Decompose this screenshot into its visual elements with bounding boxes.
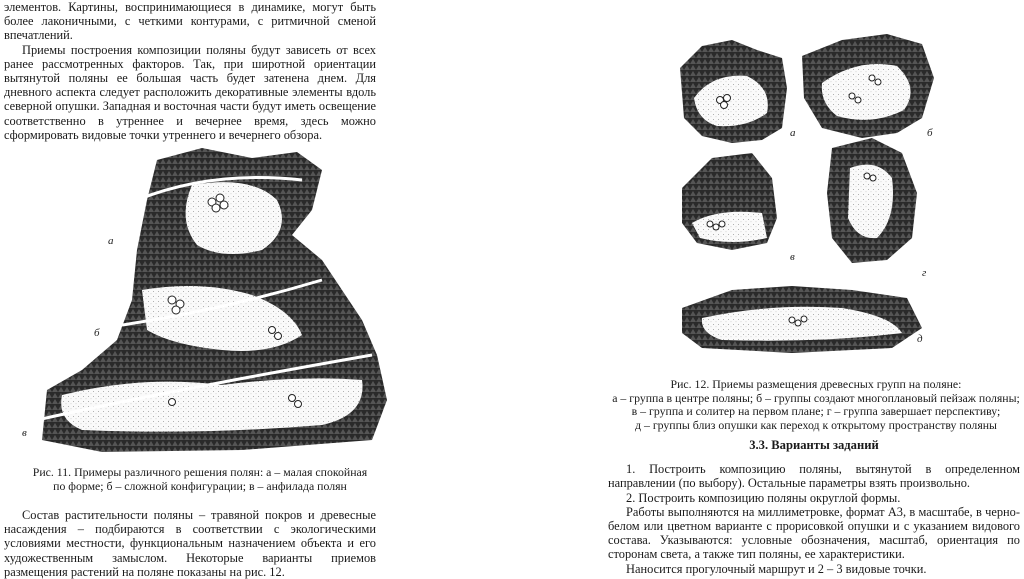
paragraph-continuation: элементов. Картины, воспринимающиеся в динамике, могут быть более лаконичными, с четкими контурами, с ритмичной сменой впечатлений. [4, 0, 376, 43]
paragraph-work: Работы выполняются на миллиметровке, формат А3, в масштабе, в черно-белом или цветном варианте с прорисовкой опушки и с указанием видового состава. Указываются: условные обозначения, масштаб, ориентация по сторонам света, а также тип поляны, ее характеристики. [608, 504, 1020, 562]
task-2: 2. Построить композицию поляны округлой формы. [626, 490, 901, 505]
paragraph-vegetation-wrap [4, 508, 376, 579]
right-column-text [608, 438, 1020, 576]
caption-line: а – группа в центре поляны; б – группы создают многоплановый пейзаж поляны; [612, 390, 1020, 405]
paragraph-vegetation: Состав растительности поляны – травяной покров и древесные насаждения – подбираются в соответствии с экологическими условиями местности, функциональным назначением объекта и его художественным замыслом. Некоторые варианты приемов размещения растений на поляне показаны на рис. 12. [4, 508, 376, 579]
clearing-a [186, 182, 282, 254]
task-1: 1. Построить композицию поляны, вытянутой в определенном направлении (по выбору). Остальные параметры взять произвольно. [608, 462, 1020, 491]
figure-11-illustration [22, 140, 392, 458]
section-title: 3.3. Варианты заданий [749, 438, 879, 452]
figure-label-d: д [917, 333, 923, 345]
paragraph-composition: Приемы построения композиции поляны будут зависеть от всех ранее рассмотренных факторов. Так, при широтной ориентации вытянутой поляны ее большая часть будет затенена днем. Для дневного аспекта следует расположить декоративные элементы вдоль северной опушки. Западная и восточная части будут иметь освещение соответственно в утреннее и вечернее время, здесь можно сформировать видовые точки утреннего и вечернего обзора. [4, 42, 376, 142]
figure-label-a: а [108, 235, 114, 247]
caption-line: в – группа и солитер на первом плане; г – группа завершает перспективу; [631, 404, 1001, 419]
figure-label-g: г [922, 267, 927, 279]
left-column [4, 0, 376, 142]
figure-12-caption [612, 378, 1020, 432]
figure-12-illustration [672, 28, 942, 368]
figure-label-v: в [790, 251, 795, 263]
figure-label-b: б [94, 327, 100, 339]
paragraph-route: Наносится прогулочный маршрут и 2 – 3 видовые точки. [626, 561, 927, 576]
figure-label-a: а [790, 127, 796, 139]
figure-11-caption: Рис. 11. Примеры различного решения полян: а – малая спокойная по форме; б – сложной конфигурации; в – анфилада полян [32, 465, 368, 493]
figure-label-b: б [927, 127, 933, 139]
caption-line: д – группы близ опушки как переход к открытому пространству поляны [635, 417, 997, 432]
figure-label-v: в [22, 427, 27, 439]
caption-title: Рис. 12. Приемы размещения древесных групп на поляне: [670, 377, 962, 391]
